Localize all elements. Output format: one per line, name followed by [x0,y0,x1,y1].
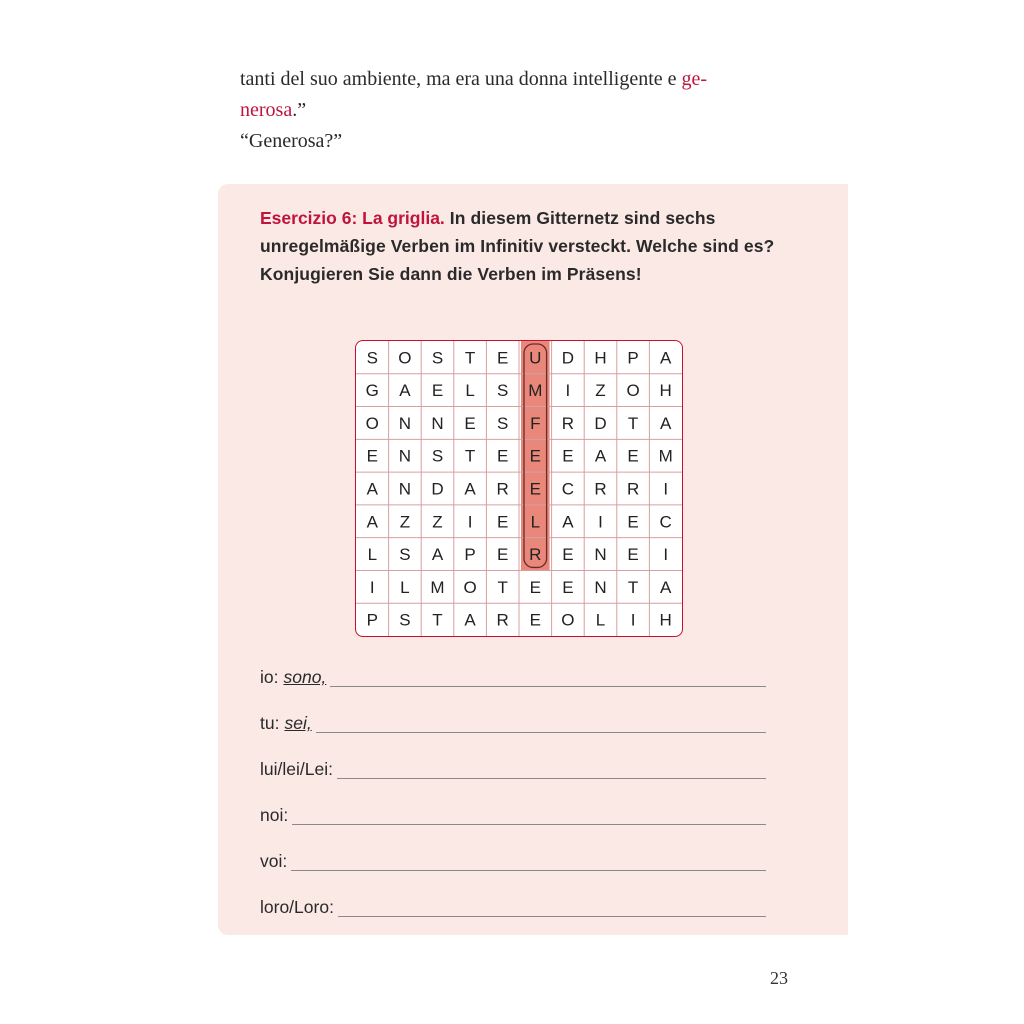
grid-letter: L [530,512,541,532]
grid-letter: A [660,348,672,368]
grid-letter: M [528,381,543,401]
grid-letter: N [594,545,607,565]
answer-label: tu: [260,713,280,733]
answer-line [260,752,766,782]
grid-letter: E [366,446,378,466]
answer-label: loro/Loro: [260,897,334,917]
grid-letter: N [398,413,412,433]
grid-letter: C [659,512,672,532]
grid-letter: P [627,348,639,368]
answer-line [260,660,766,690]
answer-rule[interactable] [292,824,766,825]
grid-letter: D [431,479,444,499]
grid-letter: N [398,446,412,466]
story-text [240,64,800,157]
answer-line [260,706,766,736]
grid-letter: E [497,545,509,565]
grid-letter: L [595,610,606,630]
grid-letter: Z [595,381,606,401]
answer-rule[interactable] [316,732,766,733]
grid-letter: A [366,512,378,532]
grid-letter: I [467,512,473,532]
grid-letter: C [561,479,575,499]
answer-line [260,844,766,874]
page-number: 23 [770,968,788,988]
exercise-title: Esercizio 6: La griglia. [260,208,445,228]
grid-letter: E [497,348,509,368]
grid-letter: L [400,577,410,597]
grid-letter: N [594,577,607,597]
grid-letter: E [529,610,541,630]
grid-letter: I [565,381,571,401]
grid-letter: A [366,479,378,499]
grid-letter: A [399,381,411,401]
answer-rule[interactable] [330,686,766,687]
grid-letter: Z [399,512,411,532]
grid-letter: R [529,545,542,565]
grid-letter: E [497,512,509,532]
grid-letter: P [366,610,378,630]
grid-letter: S [497,413,509,433]
answer-label: noi: [260,805,289,825]
grid-letter: P [464,545,476,565]
grid-letter: R [561,413,575,433]
grid-letter: S [431,446,444,466]
grid-letter: I [369,577,375,597]
answer-line [260,890,766,920]
grid-letter: E [431,381,444,401]
grid-letter: D [561,348,575,368]
story-line-3: “Generosa?” [240,130,343,152]
grid-letter: S [399,545,411,565]
grid-letter: Z [432,512,443,532]
grid-letter: L [465,381,475,401]
highlighted-word-part-2: nerosa [240,99,293,121]
grid-letter: R [496,610,509,630]
answer-line [260,798,766,828]
grid-letter: A [594,446,607,466]
grid-letter: E [562,446,574,466]
answer-example: sei, [284,713,312,733]
grid-letter: M [658,446,673,466]
answer-rule[interactable] [337,778,766,779]
grid-letter: T [627,413,639,433]
grid-letter: L [367,545,378,565]
grid-letter: E [627,545,639,565]
grid-letter: O [626,381,640,401]
grid-letter: E [627,446,639,466]
grid-letter: I [598,512,603,532]
grid-letter: S [366,348,378,368]
grid-letter: F [530,413,541,433]
story-line-2: nerosa.” [240,99,307,121]
grid-letter: A [431,545,444,565]
grid-letter: T [464,446,476,466]
exercise-instructions [260,204,780,288]
grid-letter: H [659,381,672,401]
exercise-body: In diesem Gitternetz sind sechs unregelmäßige Verben im Infinitiv versteckt. Welche sind es? Konjugieren Sie dann die Verben im Präsens! [260,208,775,284]
answer-rule[interactable] [338,916,766,917]
grid-letter: T [432,610,443,630]
grid-letter: S [497,381,509,401]
grid-letter: E [627,512,639,532]
answer-label: lui/lei/Lei: [260,759,333,779]
grid-letter: O [398,348,412,368]
grid-letter: I [663,545,669,565]
word-search-svg [356,341,682,636]
grid-letter: T [497,577,508,597]
grid-letter: E [464,413,476,433]
grid-letter: S [431,348,444,368]
grid-letter: M [430,577,445,597]
grid-letter: E [529,577,541,597]
grid-letter: U [529,348,542,368]
word-search-grid [355,340,683,637]
grid-letter: E [562,577,574,597]
grid-letter: O [463,577,477,597]
grid-letter: H [594,348,607,368]
grid-letter: R [496,479,509,499]
answer-rule[interactable] [291,870,766,871]
grid-letter: E [562,545,574,565]
grid-letter: A [464,610,476,630]
grid-letter: G [365,381,379,401]
grid-letter: D [594,413,607,433]
grid-letter: O [561,610,575,630]
grid-letter: R [594,479,607,499]
grid-letter: E [529,479,541,499]
answer-label: io: [260,667,279,687]
grid-letter: H [659,610,672,630]
answer-example: sono, [283,667,327,687]
highlighted-word-part-1: ge- [681,68,708,90]
grid-letter: S [399,610,411,630]
grid-letter: A [660,577,672,597]
grid-letter: A [464,479,476,499]
grid-letter: I [630,610,636,630]
answer-label: voi: [260,851,288,871]
grid-letter: E [497,446,509,466]
grid-letter: T [627,577,639,597]
story-line-1: tanti del suo ambiente, ma era una donna intelligente e ge- [240,68,708,90]
grid-letter: O [365,413,379,433]
grid-letter: I [663,479,669,499]
grid-letter: N [398,479,412,499]
grid-letter: A [660,413,672,433]
grid-letter: N [431,413,444,433]
grid-letter: R [626,479,640,499]
grid-letter: A [562,512,574,532]
grid-letter: E [529,446,541,466]
grid-letter: T [464,348,476,368]
